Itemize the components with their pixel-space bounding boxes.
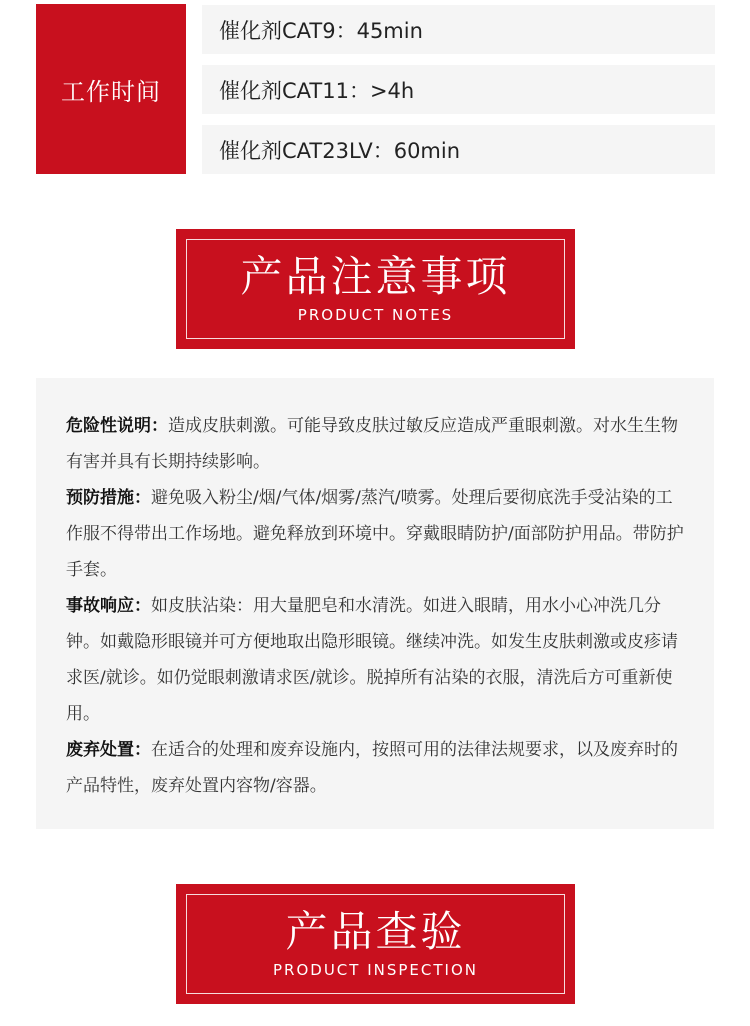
hazard-statement-heading: 危险性说明： [66, 416, 168, 436]
working-time-row-cat11: 催化剂CAT11：>4h [202, 65, 715, 114]
working-time-row-cat23lv: 催化剂CAT23LV：60min [202, 125, 715, 174]
product-notes-title-cn: 产品注意事项 [240, 251, 511, 301]
product-notes-banner-frame [186, 239, 565, 339]
product-notes-title-en: PRODUCT NOTES [297, 306, 454, 325]
product-inspection-banner [176, 884, 575, 1004]
accident-response [66, 588, 688, 732]
product-notes-panel [36, 378, 714, 829]
product-inspection-title-en: PRODUCT INSPECTION [273, 961, 478, 980]
hazard-statement-text: 造成皮肤刺激。可能导致皮肤过敏反应造成严重眼刺激。对水生生物有害并具有长期持续影响。 [66, 416, 678, 472]
working-time-row-cat9: 催化剂CAT9：45min [202, 5, 715, 54]
hazard-statement [66, 408, 688, 480]
disposal [66, 732, 688, 804]
product-inspection-banner-frame [186, 894, 565, 994]
working-time-label: 工作时间 [36, 4, 186, 174]
precautionary-measures [66, 480, 688, 588]
disposal-text: 在适合的处理和废弃设施内，按照可用的法律法规要求，以及废弃时的产品特性，废弃处置内容物/容器。 [66, 740, 678, 796]
precautionary-measures-text: 避免吸入粉尘/烟/气体/烟雾/蒸汽/喷雾。处理后要彻底洗手受沾染的工作服不得带出工作场地。避免释放到环境中。穿戴眼睛防护/面部防护用品。带防护手套。 [66, 488, 684, 580]
precautionary-measures-heading: 预防措施： [66, 488, 151, 508]
product-inspection-title-cn: 产品查验 [285, 906, 466, 956]
disposal-heading: 废弃处置： [66, 740, 151, 760]
accident-response-heading: 事故响应： [66, 596, 151, 616]
accident-response-text: 如皮肤沾染：用大量肥皂和水清洗。如进入眼睛，用水小心冲洗几分钟。如戴隐形眼镜并可方便地取出隐形眼镜。继续冲洗。如发生皮肤刺激或皮疹请求医/就诊。如仍觉眼刺激请求医/就诊。脱掉所有沾染的衣服，清洗后方可重新使用。 [66, 596, 678, 724]
product-notes-banner [176, 229, 575, 349]
